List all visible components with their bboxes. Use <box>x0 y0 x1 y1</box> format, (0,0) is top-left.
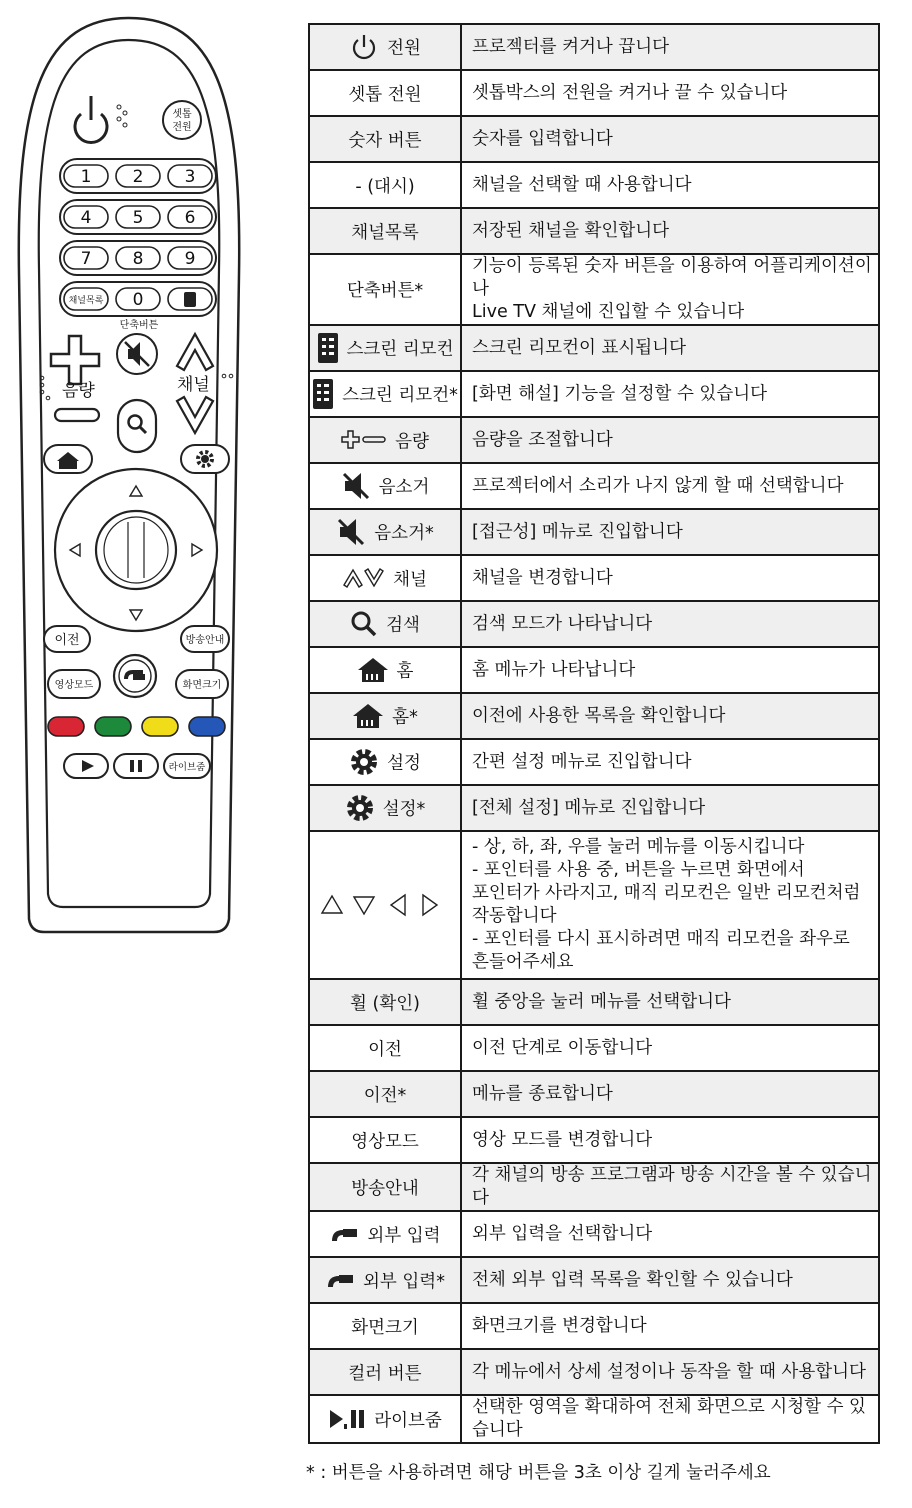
function-label: 음소거 <box>378 477 430 498</box>
function-description: [전체 설정] 메뉴로 진입합니다 <box>461 785 879 831</box>
function-label: 검색 <box>386 615 420 636</box>
function-description: 음량을 조절합니다 <box>461 417 879 463</box>
set-top-power-button[interactable] <box>163 101 201 139</box>
function-name-cell <box>309 831 461 979</box>
function-label: 셋톱 전원 <box>348 84 422 105</box>
function-label: 영상모드 <box>351 1131 419 1152</box>
function-name-cell <box>309 417 461 463</box>
function-description: - 상, 하, 좌, 우를 눌러 메뉴를 이동시킵니다 - 포인터를 사용 중, 버튼을 누르면 화면에서 포인터가 사라지고, 매직 리모컨은 일반 리모컨처럼 작동합니다 - 포인터를 다시 표시하려면 매직 리모컨을 좌우로 흔들어주세요 <box>461 831 879 979</box>
function-label: 설정* <box>382 799 426 820</box>
volume-label: 음량 <box>62 381 95 401</box>
table-row <box>309 979 879 1025</box>
table-row <box>309 509 879 555</box>
function-name-cell <box>309 162 461 208</box>
channel-label: 채널 <box>177 375 210 395</box>
function-description: 각 메뉴에서 상세 설정이나 동작을 할 때 사용합니다 <box>461 1349 879 1395</box>
table-row <box>309 1163 879 1211</box>
function-description: 스크린 리모컨이 표시됩니다 <box>461 325 879 371</box>
function-name-cell <box>309 1211 461 1257</box>
function-name-cell <box>309 24 461 70</box>
function-name-cell <box>309 693 461 739</box>
play-button[interactable] <box>64 754 108 778</box>
table-row <box>309 1395 879 1443</box>
mute-icon <box>341 471 371 501</box>
navigation-wheel[interactable] <box>55 469 217 631</box>
function-description: 메뉴를 종료합니다 <box>461 1071 879 1117</box>
table-row <box>309 739 879 785</box>
function-description: 이전에 사용한 목록을 확인합니다 <box>461 693 879 739</box>
function-description: 셋톱박스의 전원을 켜거나 끌 수 있습니다 <box>461 70 879 116</box>
svg-text:채널목록: 채널목록 <box>68 296 104 306</box>
svg-text:방송안내: 방송안내 <box>185 635 225 646</box>
search-button[interactable] <box>118 400 156 452</box>
function-name-cell <box>309 1071 461 1117</box>
table-row <box>309 1211 879 1257</box>
blue-button[interactable] <box>189 717 225 736</box>
function-label: 라이브줌 <box>374 1410 442 1431</box>
function-name-cell <box>309 371 461 417</box>
shortcut-label: 단축버튼 <box>119 320 159 331</box>
function-name-cell <box>309 463 461 509</box>
svg-text:1: 1 <box>80 167 92 187</box>
function-label: 컬러 버튼 <box>348 1363 422 1384</box>
function-label: 방송안내 <box>351 1178 419 1199</box>
function-name-cell <box>309 979 461 1025</box>
function-description: 저장된 채널을 확인합니다 <box>461 208 879 254</box>
function-name-cell <box>309 555 461 601</box>
function-description: 숫자를 입력합니다 <box>461 116 879 162</box>
table-row <box>309 70 879 116</box>
function-description: 영상 모드를 변경합니다 <box>461 1117 879 1163</box>
function-description: 화면크기를 변경합니다 <box>461 1303 879 1349</box>
function-name-cell <box>309 1163 461 1211</box>
function-label: 화면크기 <box>351 1317 419 1338</box>
function-label: 외부 입력* <box>363 1271 445 1292</box>
function-label: 스크린 리모컨 <box>346 339 454 360</box>
table-row <box>309 417 879 463</box>
svg-text:2: 2 <box>132 167 144 187</box>
screen-remote-icon <box>317 332 339 364</box>
function-label: 설정 <box>387 753 421 774</box>
function-description: 선택한 영역을 확대하여 전체 화면으로 시청할 수 있습니다 <box>461 1395 879 1443</box>
svg-text:화면크기: 화면크기 <box>182 680 222 691</box>
function-description: 채널을 변경합니다 <box>461 555 879 601</box>
screen-remote-icon <box>312 378 334 410</box>
arrows-icon <box>319 892 443 918</box>
function-name-cell <box>309 1395 461 1443</box>
home-icon <box>352 702 384 730</box>
table-row <box>309 254 879 325</box>
table-row <box>309 162 879 208</box>
function-label: 음소거* <box>374 523 434 544</box>
function-table <box>308 23 880 1444</box>
function-description: [화면 해설] 기능을 설정할 수 있습니다 <box>461 371 879 417</box>
table-row <box>309 1349 879 1395</box>
function-name-cell <box>309 601 461 647</box>
power-icon <box>349 32 379 62</box>
svg-text:라이브줌: 라이브줌 <box>168 762 206 773</box>
function-label: 채널 <box>393 569 427 590</box>
function-description: 이전 단계로 이동합니다 <box>461 1025 879 1071</box>
play-pause-icon <box>328 1408 366 1430</box>
function-name-cell <box>309 647 461 693</box>
function-name-cell <box>309 509 461 555</box>
input-icon <box>325 1270 355 1290</box>
home-icon <box>357 656 389 684</box>
mute-button[interactable] <box>117 334 157 374</box>
function-description: 외부 입력을 선택합니다 <box>461 1211 879 1257</box>
function-label: 이전* <box>363 1085 407 1106</box>
function-name-cell <box>309 739 461 785</box>
svg-text:5: 5 <box>132 208 144 228</box>
function-label: 휠 (확인) <box>350 993 420 1014</box>
function-label: 홈* <box>392 707 418 728</box>
table-row <box>309 371 879 417</box>
svg-text:4: 4 <box>80 208 92 228</box>
green-button[interactable] <box>95 717 131 736</box>
table-row <box>309 1025 879 1071</box>
set-top-label-1: 셋톱 <box>172 109 192 120</box>
table-row <box>309 116 879 162</box>
function-description: [접근성] 메뉴로 진입합니다 <box>461 509 879 555</box>
function-description: 채널을 선택할 때 사용합니다 <box>461 162 879 208</box>
function-description: 프로젝터를 켜거나 끕니다 <box>461 24 879 70</box>
function-label: 단축버튼* <box>346 281 424 301</box>
function-name-cell <box>309 70 461 116</box>
function-name-cell <box>309 1025 461 1071</box>
set-top-label-2: 전원 <box>172 122 192 133</box>
function-description: 각 채널의 방송 프로그램과 방송 시간을 볼 수 있습니다 <box>461 1163 879 1211</box>
function-label: 외부 입력 <box>367 1225 441 1246</box>
svg-text:9: 9 <box>184 249 196 269</box>
function-label: 이전 <box>368 1039 402 1060</box>
table-row <box>309 1303 879 1349</box>
svg-text:6: 6 <box>184 208 196 228</box>
input-button[interactable] <box>114 655 156 697</box>
footnote: * : 버튼을 사용하려면 해당 버튼을 3초 이상 길게 눌러주세요 <box>306 1463 771 1483</box>
function-description: 검색 모드가 나타납니다 <box>461 601 879 647</box>
svg-text:이전: 이전 <box>54 633 80 648</box>
function-label: 전원 <box>387 38 421 59</box>
mute-icon <box>336 517 366 547</box>
yellow-button[interactable] <box>142 717 178 736</box>
svg-text:0: 0 <box>132 290 144 310</box>
search-icon <box>350 610 378 638</box>
function-label: 숫자 버튼 <box>348 130 422 151</box>
table-row <box>309 1257 879 1303</box>
home-button[interactable] <box>44 445 92 473</box>
function-name-cell <box>309 1257 461 1303</box>
function-description: 기능이 등록된 숫자 버튼을 이용하여 어플리케이션이나 Live TV 채널에 진입할 수 있습니다 <box>461 254 879 325</box>
table-row <box>309 1117 879 1163</box>
function-name-cell <box>309 325 461 371</box>
function-name-cell <box>309 1117 461 1163</box>
gear-icon <box>349 747 379 777</box>
function-label: - (대시) <box>355 176 415 197</box>
function-description: 휠 중앙을 눌러 메뉴를 선택합니다 <box>461 979 879 1025</box>
svg-text:7: 7 <box>80 249 92 269</box>
svg-text:3: 3 <box>184 167 196 187</box>
remote-illustration <box>14 14 244 939</box>
function-description: 홈 메뉴가 나타납니다 <box>461 647 879 693</box>
function-label: 홈 <box>396 661 414 682</box>
function-description: 간편 설정 메뉴로 진입합니다 <box>461 739 879 785</box>
table-row <box>309 463 879 509</box>
function-label: 스크린 리모컨* <box>342 385 458 406</box>
function-name-cell <box>309 208 461 254</box>
input-icon <box>329 1224 359 1244</box>
table-row <box>309 647 879 693</box>
volume-down-button[interactable] <box>55 409 99 421</box>
table-row <box>309 693 879 739</box>
red-button[interactable] <box>48 717 84 736</box>
function-description: 전체 외부 입력 목록을 확인할 수 있습니다 <box>461 1257 879 1303</box>
pause-button[interactable] <box>114 754 158 778</box>
function-label: 음량 <box>395 431 429 452</box>
svg-text:영상모드: 영상모드 <box>54 680 94 691</box>
function-name-cell <box>309 254 461 325</box>
function-name-cell <box>309 1303 461 1349</box>
table-row <box>309 831 879 979</box>
table-row <box>309 325 879 371</box>
svg-text:8: 8 <box>132 249 144 269</box>
function-name-cell <box>309 785 461 831</box>
table-row <box>309 24 879 70</box>
table-row <box>309 785 879 831</box>
channel-icon <box>343 568 385 588</box>
table-row <box>309 1071 879 1117</box>
table-row <box>309 208 879 254</box>
function-name-cell <box>309 1349 461 1395</box>
table-row <box>309 601 879 647</box>
function-description: 프로젝터에서 소리가 나지 않게 할 때 선택합니다 <box>461 463 879 509</box>
volume-icon <box>341 430 387 450</box>
settings-button[interactable] <box>181 445 229 473</box>
function-name-cell <box>309 116 461 162</box>
gear-icon <box>345 793 375 823</box>
function-label: 채널목록 <box>351 222 419 243</box>
table-row <box>309 555 879 601</box>
